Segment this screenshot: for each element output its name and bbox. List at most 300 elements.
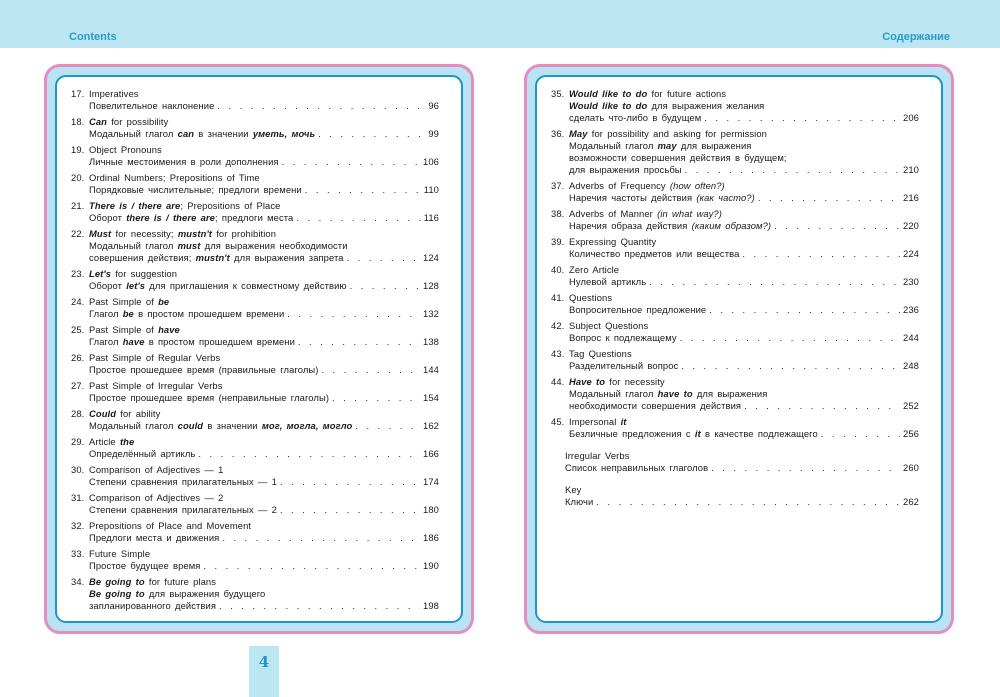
toc-entry-subtitle-text xyxy=(565,496,593,508)
toc-entry-title-text xyxy=(89,436,134,448)
toc-entry[interactable] xyxy=(71,144,439,168)
entry-text: Количество предметов или вещества xyxy=(569,248,740,259)
toc-entry-title-text xyxy=(89,268,177,280)
toc-entry-title xyxy=(71,352,439,364)
dot-leader xyxy=(774,220,900,232)
toc-entry[interactable] xyxy=(551,236,919,260)
toc-entry-subtitle-text xyxy=(569,248,739,260)
dot-leader xyxy=(280,504,420,516)
entry-text: Оборот xyxy=(89,212,127,223)
toc-entry-subtitle xyxy=(551,400,919,412)
toc-page-number: 262 xyxy=(903,496,919,507)
dot-leader xyxy=(704,112,900,124)
entry-text: for suggestion xyxy=(111,268,178,279)
toc-entry[interactable] xyxy=(71,172,439,196)
toc-entry-title-text xyxy=(569,208,722,220)
italic-text: (how often?) xyxy=(669,180,725,191)
toc-entry-title-text xyxy=(89,548,150,560)
toc-entry-subtitle xyxy=(551,388,919,400)
toc-entry-subtitle xyxy=(71,600,439,612)
emphasis-text: Can xyxy=(89,116,108,127)
toc-entry-number: 41. xyxy=(551,292,565,303)
toc-entry-subtitle-text xyxy=(89,336,295,348)
emphasis-text: it xyxy=(694,428,701,439)
toc-entry-title-text xyxy=(565,450,630,462)
entry-text: Модальный глагол xyxy=(89,128,178,139)
toc-page-number: 210 xyxy=(903,164,919,175)
toc-page-number: 144 xyxy=(423,364,439,375)
toc-entry-subtitle-text xyxy=(89,420,352,432)
toc-entry[interactable] xyxy=(71,576,439,612)
toc-entry-title-text xyxy=(89,172,260,184)
toc-entry-title-text xyxy=(569,180,725,192)
dot-leader xyxy=(198,448,420,460)
entry-text: Степени сравнения прилагательных — 1 xyxy=(89,476,277,487)
toc-entry-subtitle-text xyxy=(89,504,277,516)
dot-leader xyxy=(355,420,420,432)
toc-entry-subtitle-text xyxy=(89,252,344,264)
entry-text: for possibility and asking for permission xyxy=(587,128,767,139)
entry-text: в значении xyxy=(194,128,253,139)
toc-entry-number: 23. xyxy=(71,268,85,279)
toc-entry[interactable] xyxy=(71,380,439,404)
emphasis-text: Would like to do xyxy=(569,100,648,111)
entry-text: for necessity xyxy=(605,376,665,387)
toc-entry-subtitle-text xyxy=(89,184,302,196)
italic-text: (как часто?) xyxy=(696,192,755,203)
entry-text: Определённый артикль xyxy=(89,448,196,459)
toc-entry[interactable] xyxy=(551,416,919,440)
toc-page-number: 220 xyxy=(903,220,919,231)
toc-entry-title xyxy=(71,464,439,476)
toc-entry[interactable] xyxy=(551,292,919,316)
toc-entry-subtitle xyxy=(71,240,439,252)
top-band xyxy=(0,0,1000,48)
toc-entry-subtitle xyxy=(551,496,919,508)
toc-entry[interactable] xyxy=(551,450,919,474)
entry-text: в простом прошедшем времени xyxy=(144,336,295,347)
toc-entry-title-text xyxy=(89,88,139,100)
entry-text: Zero Article xyxy=(569,264,620,275)
entry-text: Ключи xyxy=(565,496,594,507)
toc-entry-subtitle xyxy=(71,420,439,432)
entry-text: Key xyxy=(565,484,582,495)
dot-leader xyxy=(282,156,420,168)
entry-text: для выражения будущего xyxy=(144,588,266,599)
toc-entry-title-text xyxy=(569,416,627,428)
emphasis-text: there is / there are xyxy=(126,212,215,223)
toc-page-number: 138 xyxy=(423,336,439,347)
entry-text: Простое будущее время xyxy=(89,560,201,571)
toc-entry-subtitle xyxy=(71,476,439,488)
entry-text: Глагол xyxy=(89,308,123,319)
entry-text: Adverbs of Frequency xyxy=(569,180,670,191)
dot-leader xyxy=(305,184,421,196)
dot-leader xyxy=(203,560,420,572)
entry-text: Наречия образа действия xyxy=(569,220,692,231)
toc-entry-title xyxy=(71,88,439,100)
emphasis-text: There is / there are xyxy=(89,200,181,211)
toc-entry[interactable] xyxy=(551,348,919,372)
toc-entry-subtitle xyxy=(71,128,439,140)
toc-page-number: 252 xyxy=(903,400,919,411)
entry-text: Нулевой артикль xyxy=(569,276,647,287)
entry-text: необходимости совершения действия xyxy=(569,400,742,411)
toc-entry[interactable] xyxy=(71,548,439,572)
toc-entry-title-text xyxy=(569,376,665,388)
entry-text: Past Simple of xyxy=(89,296,159,307)
toc-page-number: 99 xyxy=(428,128,439,139)
toc-entry-number: 18. xyxy=(71,116,85,127)
toc-entry-title-text xyxy=(89,520,251,532)
toc-entry[interactable] xyxy=(71,268,439,292)
entry-text: Список неправильных глаголов xyxy=(565,462,709,473)
toc-entry-subtitle-text xyxy=(565,462,708,474)
emphasis-text: may xyxy=(657,140,677,151)
entry-text: для выражения необходимости xyxy=(200,240,348,251)
dot-leader xyxy=(711,462,900,474)
toc-entry-title-text xyxy=(565,484,581,496)
toc-entry-title-text xyxy=(89,380,223,392)
toc-entry-number: 43. xyxy=(551,348,565,359)
entry-text: for prohibition xyxy=(212,228,277,239)
emphasis-text: let's xyxy=(126,280,146,291)
emphasis-text: Be going to xyxy=(89,576,145,587)
dot-leader xyxy=(347,252,420,264)
toc-entry[interactable] xyxy=(551,180,919,204)
toc-entry[interactable] xyxy=(71,200,439,224)
toc-page-number: 180 xyxy=(423,504,439,515)
toc-entry[interactable] xyxy=(71,228,439,264)
toc-entry-subtitle xyxy=(71,588,439,600)
entry-text: Вопрос к подлежащему xyxy=(569,332,677,343)
toc-entry-subtitle xyxy=(71,392,439,404)
dot-leader xyxy=(649,276,900,288)
toc-entry-subtitle xyxy=(71,100,439,112)
toc-entry[interactable] xyxy=(551,88,919,124)
toc-entry-subtitle-text xyxy=(569,332,677,344)
toc-entry-number: 27. xyxy=(71,380,85,391)
toc-entry-number: 31. xyxy=(71,492,85,503)
toc-entry[interactable] xyxy=(71,520,439,544)
toc-entry-title xyxy=(551,292,919,304)
toc-page-number: 260 xyxy=(903,462,919,473)
toc-entry[interactable] xyxy=(71,324,439,348)
entry-text: запланированного действия xyxy=(89,600,217,611)
toc-entry-subtitle-text xyxy=(569,304,706,316)
entry-text: Модальный глагол xyxy=(569,140,658,151)
entry-text: для приглашения к совместному действию xyxy=(145,280,347,291)
toc-entry-subtitle xyxy=(551,112,919,124)
entry-text: Questions xyxy=(569,292,613,303)
dot-leader xyxy=(680,332,900,344)
toc-entry-subtitle-text xyxy=(89,600,216,612)
toc-entry-subtitle-text xyxy=(89,364,318,376)
toc-entry-title xyxy=(71,408,439,420)
emphasis-text: have to xyxy=(657,388,693,399)
toc-page-number: 224 xyxy=(903,248,919,259)
right-page-panel xyxy=(535,75,943,623)
toc-entry-subtitle xyxy=(551,360,919,372)
toc-entry-subtitle-text xyxy=(89,392,329,404)
toc-entry-subtitle xyxy=(551,100,919,112)
toc-entry[interactable] xyxy=(71,436,439,460)
toc-entry[interactable] xyxy=(71,116,439,140)
emphasis-text: Could xyxy=(89,408,117,419)
toc-entry-subtitle xyxy=(71,504,439,516)
entry-text: в качестве подлежащего xyxy=(700,428,818,439)
entry-text: Article xyxy=(89,436,120,447)
toc-entry-title xyxy=(71,268,439,280)
emphasis-text: Must xyxy=(89,228,112,239)
toc-entry-title xyxy=(551,180,919,192)
toc-entry-title xyxy=(551,208,919,220)
entry-text: for ability xyxy=(116,408,161,419)
toc-entry-subtitle xyxy=(71,364,439,376)
toc-page-number: 198 xyxy=(423,600,439,611)
emphasis-text: Would like to do xyxy=(569,88,648,99)
toc-entry-number: 24. xyxy=(71,296,85,307)
toc-entry-title xyxy=(551,348,919,360)
toc-entry-title xyxy=(71,228,439,240)
toc-entry-title xyxy=(551,450,919,462)
toc-page-number: 106 xyxy=(423,156,439,167)
toc-entry-subtitle xyxy=(71,308,439,320)
emphasis-text: мог, могла, могло xyxy=(261,420,353,431)
entry-text: Повелительное наклонение xyxy=(89,100,215,111)
running-header-right: Содержание xyxy=(882,31,950,43)
toc-entry-title-text xyxy=(89,116,168,128)
toc-entry[interactable] xyxy=(71,352,439,376)
toc-entry-number: 42. xyxy=(551,320,565,331)
toc-entry-title xyxy=(71,380,439,392)
toc-entry-number: 21. xyxy=(71,200,85,211)
entry-text: Past Simple of Regular Verbs xyxy=(89,352,221,363)
toc-entry-number: 38. xyxy=(551,208,565,219)
toc-entry-number: 17. xyxy=(71,88,85,99)
toc-entry-subtitle-text xyxy=(569,400,741,412)
emphasis-text: Let's xyxy=(89,268,112,279)
entry-text: совершения действия; xyxy=(89,252,196,263)
entry-text: Порядковые числительные; предлоги времени xyxy=(89,184,302,195)
toc-entry-title-text xyxy=(89,144,162,156)
toc-page-number: 110 xyxy=(423,184,439,195)
toc-entry-title-text xyxy=(89,352,220,364)
toc-entry[interactable] xyxy=(71,492,439,516)
entry-text: в простом прошедшем времени xyxy=(133,308,285,319)
entry-text: Модальный глагол xyxy=(89,240,178,251)
emphasis-text: have xyxy=(158,324,180,335)
emphasis-text: mustn't xyxy=(177,228,213,239)
toc-entry-subtitle xyxy=(551,428,919,440)
toc-entry-subtitle-text xyxy=(89,100,214,112)
entry-text: для выражения запрета xyxy=(229,252,344,263)
entry-text: Предлоги места и движения xyxy=(89,532,220,543)
toc-entry-subtitle xyxy=(71,280,439,292)
toc-entry[interactable] xyxy=(551,208,919,232)
toc-entry-number: 37. xyxy=(551,180,565,191)
toc-entry-number: 26. xyxy=(71,352,85,363)
dot-leader xyxy=(681,360,900,372)
entry-text: для выражения просьбы xyxy=(569,164,682,175)
toc-entry-title-text xyxy=(569,292,612,304)
toc-page-number: 216 xyxy=(903,192,919,203)
entry-text: Ordinal Numbers; Prepositions of Time xyxy=(89,172,260,183)
toc-entry-number: 28. xyxy=(71,408,85,419)
entry-text: Future Simple xyxy=(89,548,151,559)
entry-text: Личные местоимения в роли дополнения xyxy=(89,156,279,167)
entry-text: для выражения желания xyxy=(647,100,765,111)
toc-page-number: 154 xyxy=(423,392,439,403)
toc-page-number: 124 xyxy=(423,252,439,263)
toc-entry-subtitle-text xyxy=(569,428,818,440)
italic-text: (in what way?) xyxy=(657,208,722,219)
emphasis-text: can xyxy=(177,128,195,139)
toc-entry-subtitle-text xyxy=(569,276,646,288)
entry-text: в значении xyxy=(203,420,262,431)
entry-text: Наречия частоты действия xyxy=(569,192,697,203)
toc-entry-title-text xyxy=(569,348,632,360)
toc-entry-subtitle xyxy=(551,164,919,176)
emphasis-text: be xyxy=(122,308,134,319)
toc-entry-title-text xyxy=(569,320,648,332)
toc-entry-title xyxy=(551,264,919,276)
dot-leader xyxy=(280,476,420,488)
toc-page-number: 162 xyxy=(423,420,439,431)
toc-entry[interactable] xyxy=(551,320,919,344)
emphasis-text: Be going to xyxy=(89,588,145,599)
entry-text: for possibility xyxy=(107,116,169,127)
toc-entry-title xyxy=(551,128,919,140)
toc-entry-subtitle-text xyxy=(89,308,284,320)
toc-entry-title-text xyxy=(569,264,619,276)
toc-page-number: 190 xyxy=(423,560,439,571)
toc-entry-number: 33. xyxy=(71,548,85,559)
toc-list-left xyxy=(71,88,439,616)
italic-text: (каким образом?) xyxy=(691,220,772,231)
entry-text: Past Simple of Irregular Verbs xyxy=(89,380,223,391)
toc-entry-title xyxy=(71,576,439,588)
toc-entry-title-text xyxy=(569,88,726,100)
toc-page-number: 206 xyxy=(903,112,919,123)
dot-leader xyxy=(298,336,420,348)
toc-entry-title xyxy=(71,200,439,212)
toc-entry-title xyxy=(551,236,919,248)
emphasis-text: уметь, мочь xyxy=(252,128,316,139)
toc-entry-subtitle-text xyxy=(89,560,200,572)
toc-page-number: 174 xyxy=(423,476,439,487)
toc-entry-number: 20. xyxy=(71,172,85,183)
dot-leader xyxy=(744,400,900,412)
entry-text: Imperatives xyxy=(89,88,139,99)
toc-entry-subtitle xyxy=(71,448,439,460)
entry-text: Глагол xyxy=(89,336,123,347)
emphasis-text: Have to xyxy=(569,376,606,387)
toc-entry-subtitle xyxy=(551,332,919,344)
toc-entry-number: 29. xyxy=(71,436,85,447)
toc-entry[interactable] xyxy=(551,264,919,288)
entry-text: для выражения xyxy=(676,140,752,151)
toc-entry-number: 36. xyxy=(551,128,565,139)
toc-entry[interactable] xyxy=(71,464,439,488)
entry-text: Adverbs of Manner xyxy=(569,208,658,219)
emphasis-text: could xyxy=(177,420,204,431)
toc-entry-subtitle-text xyxy=(89,212,293,224)
toc-entry-subtitle xyxy=(551,140,919,152)
toc-entry[interactable] xyxy=(551,128,919,176)
entry-text: Comparison of Adjectives — 2 xyxy=(89,492,224,503)
toc-entry-number: 32. xyxy=(71,520,85,531)
entry-text: for necessity; xyxy=(111,228,178,239)
emphasis-text: must xyxy=(177,240,201,251)
dot-leader xyxy=(821,428,900,440)
toc-entry-title-text xyxy=(89,492,223,504)
toc-entry-title xyxy=(71,324,439,336)
toc-entry-title xyxy=(551,376,919,388)
toc-entry-title xyxy=(71,520,439,532)
toc-page-number: 236 xyxy=(903,304,919,315)
toc-entry[interactable] xyxy=(551,376,919,412)
entry-text: Tag Questions xyxy=(569,348,632,359)
toc-entry-subtitle xyxy=(551,462,919,474)
toc-entry[interactable] xyxy=(551,484,919,508)
toc-entry-number: 44. xyxy=(551,376,565,387)
toc-entry-title-text xyxy=(89,576,216,588)
left-page-panel xyxy=(55,75,463,623)
entry-text: Object Pronouns xyxy=(89,144,162,155)
entry-text: Subject Questions xyxy=(569,320,649,331)
toc-entry-subtitle xyxy=(551,152,919,164)
toc-entry[interactable] xyxy=(71,296,439,320)
toc-page-number: 116 xyxy=(423,212,439,223)
toc-entry-title xyxy=(71,492,439,504)
toc-page-number: 248 xyxy=(903,360,919,371)
entry-text: Irregular Verbs xyxy=(565,450,630,461)
right-page-frame xyxy=(524,64,954,634)
toc-page-number: 128 xyxy=(423,280,439,291)
dot-leader xyxy=(758,192,900,204)
toc-entry-title-text xyxy=(569,128,767,140)
left-page-frame xyxy=(44,64,474,634)
toc-entry-number: 45. xyxy=(551,416,565,427)
toc-entry[interactable] xyxy=(71,408,439,432)
toc-entry-subtitle-text xyxy=(569,112,701,124)
toc-page-number: 186 xyxy=(423,532,439,543)
toc-entry-title xyxy=(551,320,919,332)
toc-entry-title-text xyxy=(89,408,160,420)
dot-leader xyxy=(685,164,900,176)
toc-entry-subtitle xyxy=(71,336,439,348)
dot-leader xyxy=(318,128,425,140)
toc-entry-title-text xyxy=(89,228,276,240)
toc-entry-title xyxy=(551,88,919,100)
entry-text: возможности совершения действия в будущем; xyxy=(569,152,787,163)
toc-page-number: 96 xyxy=(428,100,439,111)
toc-entry[interactable] xyxy=(71,88,439,112)
entry-text: Модальный глагол xyxy=(89,420,178,431)
entry-text: Степени сравнения прилагательных — 2 xyxy=(89,504,277,515)
entry-text: ; Prepositions of Place xyxy=(180,200,281,211)
toc-entry-title-text xyxy=(89,200,280,212)
emphasis-text: the xyxy=(119,436,135,447)
toc-entry-subtitle xyxy=(551,248,919,260)
emphasis-text: May xyxy=(569,128,588,139)
entry-text: сделать что-либо в будущем xyxy=(569,112,702,123)
entry-text: Безличные предложения с xyxy=(569,428,695,439)
toc-entry-title xyxy=(71,548,439,560)
entry-text: Модальный глагол xyxy=(569,388,658,399)
entry-text: Разделительный вопрос xyxy=(569,360,679,371)
